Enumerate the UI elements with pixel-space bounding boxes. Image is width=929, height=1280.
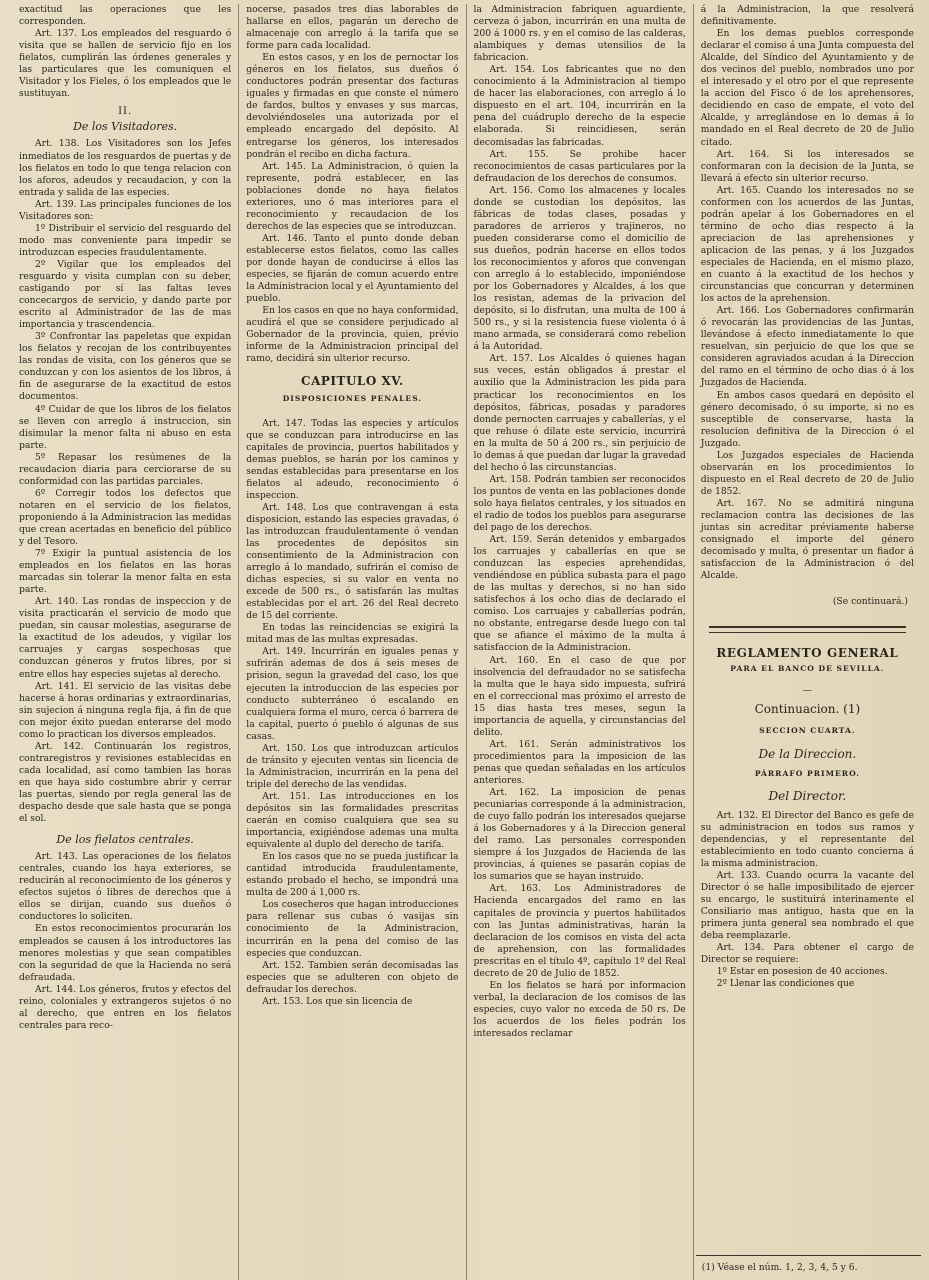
paragraph: la Administracion fabriquen aguardiente, cerveza ó jabon, incurrirán en una multa de 200 á 1000 rs. y en el comiso de las calderas, alambiques y demas utensilios de la fabricacion. [473, 4, 686, 64]
paragraph: nocerse, pasados tres dias laborables de hallarse en ellos, pagarán un derecho de almacenaje con arreglo á la tarifa que se forme para cada localidad. [246, 4, 459, 52]
article-161: Art. 161. Serán administrativos los procedimientos para la imposicion de las penas que quedan señaladas en los artículos anteriores. [473, 738, 686, 786]
footnote-rule [696, 1255, 921, 1256]
divider [709, 632, 906, 633]
footnote: (1) Véase el núm. 1, 2, 3, 4, 5 y 6. [701, 1261, 858, 1273]
list-item: 2º Llenar las condiciones que [716, 978, 855, 990]
director-heading: Del Director. [768, 788, 847, 803]
dash-separator: — [802, 685, 812, 697]
column-3 [467, 4, 694, 1280]
article-153: Art. 153. Los que sin licencia de [262, 995, 413, 1007]
article-137: Art. 137. Los empleados del resguardo ó visita que se hallen de servicio fijo en los fielatos, cumplirán las órdenes generales y las particulares que les comuniquen el Visitador y los Fieles, ó los empleados que le sustituyan. [19, 28, 232, 100]
paragraph: En los demas pueblos corresponde declarar el comiso á una Junta compuesta del Alcalde, del Síndico del Ayuntamiento y de dos vecinos del pueblo, nombrados uno por el interesado y el otro por el que represente la accion del Fisco ó de los aprehensores, decidiendo en caso de empate, el voto del Alcalde, y arreglándose en lo demas á lo mandado en el Real decreto de 20 de Julio citado. [700, 28, 914, 148]
section-number: II. [118, 106, 133, 118]
article-155: Art. 155. Se prohibe hacer reconocimientos de casas particulares por la defraudacion de los derechos de consumos. [473, 148, 686, 184]
article-160: Art. 160. En el caso de que por insolvencia del defraudador no se satisfecha la multa que le haya sido impuesta, sufrirá en el correccional mas próximo el arresto de 15 dias hasta tres meses, segun la importancia de aquella, y circunstancias del delito. [473, 654, 686, 738]
article-148: Art. 148. Los que contravengan á esta disposicion, estando las especies gravadas, ó las introduzcan fraudulentamente ó vendan las procedentes de depósitos sin consentimiento de la Administracion con arreglo á lo mandado, sufrirán el comiso de dichas especies, si su valor en venta no excede de 500 rs., ó satisfarán las multas establecidas por el art. 26 del Real decreto de 15 del corriente. [246, 501, 459, 622]
paragraph: Los cosecheros que hagan introducciones para rellenar sus cubas ó vasijas sin conocimiento de la Administracion, incurrirán en la pena del comiso de las especies que conduzcan. [246, 899, 459, 959]
article-143: Art. 143. Las operaciones de los fielatos centrales, cuando los haya exteriores, se reducirán al reconocimiento de los géneros y efectos sujetos ó libres de derechos que á ellos se dirijan, cuando sus dueños ó conductores lo soliciten. [19, 851, 232, 923]
list-item: 6º Corregir todos los defectos que notaren en el servicio de los fielatos, proponiendo á la Administracion las medidas que crean acertadas en beneficio del público y del Tesoro. [19, 487, 232, 548]
article-134: Art. 134. Para obtener el cargo de Director se requiere: [700, 942, 914, 966]
article-132: Art. 132. El Director del Banco es gefe de su administracion en todos sus ramos y dependencias, y el representante del establecimiento en todo cuanto concierna á la misma administracion. [700, 809, 914, 869]
article-146: Art. 146. Tanto el punto donde deban establecerse estos fielatos, como las calles por donde hayan de conducirse á ellos las especies, se fijarán de comun acuerdo entre la Administracion local y el Ayuntamiento del pueblo. [246, 232, 459, 305]
continued-note: (Se continuará.) [832, 596, 908, 608]
paragraph: En los fielatos se hará por informacion verbal, la declaracion de los comisos de las especies, cuyo valor no exceda de 50 rs. De los acuerdos de los fieles podrán los interesados reclamar [473, 979, 686, 1039]
article-149: Art. 149. Incurrirán en iguales penas y sufrirán ademas de dos á seis meses de prision, segun la gravedad del caso, los que ejecuten la introduccion de las especies por conducto subterráneo ó escalando en cualquiera forma el muro, cerca ó barrera de la capital, puerto ó pueblo ó algunas de sus casas. [246, 646, 459, 742]
list-item: 1º Distribuir el servicio del resguardo del modo mas conveniente para impedir se introduzcan especies fraudulentamente. [19, 222, 232, 258]
section-heading-visitadores: De los Visitadores. [73, 120, 178, 134]
divider [709, 626, 906, 628]
paragraph: En los casos en que no haya conformidad, acudirá el que se considere perjudicado al Gobernador de la provincia, quien, prévio informe de la Administracion principal del ramo, decidirá sin ulterior recurso. [246, 305, 459, 365]
list-item: 7º Exigir la puntual asistencia de los empleados en los fielatos en las horas marcadas sin tolerar la menor falta en esta parte. [19, 548, 232, 596]
article-142: Art. 142. Continuarán los registros, contraregistros y revisiones establecidas en cada localidad, así como tambien las horas en que haya sido costumbre abrir y cerrar las puertas, siendo por regla general las de despacho desde que sale hasta que se ponga el sol. [19, 740, 232, 825]
list-item: 4º Cuidar de que los libros de los fielatos se lleven con arreglo á instruccion, sin disimular la menor falta ni abuso en esta parte. [19, 403, 232, 451]
article-157: Art. 157. Los Alcaldes ó quienes hagan sus veces, están obligados á prestar el auxilio que la Administracion les pida para practicar los reconocimientos en los depósitos, fábricas, posadas y paradores donde pernocten carruajes y caballerías, y el que rehuse ó dilate este servicio, incurrirá en la multa de 50 á 200 rs., sin perjuicio de lo demas á que puedan dar lugar la gravedad del hecho ó las circunstancias. [473, 353, 686, 473]
article-140: Art. 140. Las rondas de inspeccion y de visita practicarán el servicio de modo que puedan, sin causar molestias, asegurarse de la exactitud de los adeudos, y vigilar los carruajes y cargas sospechosas que conduzcan géneros y frutos libres, por si entre ellos hay especies sujetas al derecho. [19, 596, 232, 680]
article-147: Art. 147. Todas las especies y artículos que se conduzcan para introducirse en las capitales de provincia, puertos habilitados y demas pueblos, se harán por los caminos y sendas establecidas para presentarse en los fielatos al adeudo, reconocimiento ó inspeccion. [246, 417, 459, 501]
article-150: Art. 150. Los que introduzcan artículos de tránsito y ejecuten ventas sin licencia de la Administracion, incurrirán en la pena del triple del derecho de las vendidas. [246, 742, 459, 790]
paragraph: En todas las reincidencias se exigirá la mitad mas de las multas expresadas. [246, 622, 459, 646]
article-154: Art. 154. Los fabricantes que no den conocimiento á la Administracion al tiempo de hacer las elaboraciones, con arreglo á lo dispuesto en el art. 104, incurrirán en la pena del cuádruplo derecho de la especie elaborada. Si reincidiesen, serán decomisadas las fabricadas. [473, 64, 686, 148]
column-1 [12, 4, 239, 1280]
paragraph: En los casos que no se pueda justificar la cantidad introducida fraudulentamente, estando probado el hecho, se impondrá una multa de 200 á 1,000 rs. [246, 851, 459, 899]
chapter-heading: CAPITULO XV. [301, 374, 404, 389]
paragraph: En estos casos, y en los de pernoctar los géneros en los fielatos, sus dueños ó conductores podrán presentar dos facturas iguales y firmadas en que conste el número de fardos, bultos y envases y sus marcas, devolviéndoseles una autorizada por el empleado encargado del depósito. Al entregarse los géneros, los interesados pondrán el recibo en dicha factura. [246, 52, 459, 160]
article-144: Art. 144. Los géneros, frutos y efectos del reino, coloniales y extrangeros sujetos ó no al derecho, que entren en los fielatos centrales para reco- [19, 983, 232, 1031]
article-145: Art. 145. La Administracion, ó quien la represente, podrá establecer, en las poblaciones donde no haya fielatos exteriores, uno ó mas interiores para el reconocimiento y recaudacion de los derechos de las especies que se introduzcan. [246, 160, 459, 232]
article-152: Art. 152. Tambien serán decomisadas las especies que se adulteren con objeto de defraudar los derechos. [246, 959, 459, 995]
paragraph: En estos reconocimientos procurarán los empleados se causen á los introductores las menores molestias y que sean compatibles con la seguridad de que la Hacienda no será defraudada. [19, 923, 232, 983]
article-167: Art. 167. No se admitirá ninguna reclamacion contra las decisiones de las juntas sin acreditar préviamente haberse consignado el importe del género decomisado y multa, ó presentar un fiador á satisfaccion de la Administracion ó del Alcalde. [700, 497, 914, 582]
column-4 [694, 4, 921, 1280]
paragraph: Los Juzgados especiales de Hacienda observarán en los procedimientos lo dispuesto en el Real decreto de 20 de Julio de 1852. [700, 449, 914, 497]
article-165: Art. 165. Cuando los interesados no se conformen con los acuerdos de las Juntas, podrán apelar á los Gobernadores en el término de ocho dias respecto á la apreciacion de las aprehensiones y aplicacion de las penas, y á los Juzgados especiales de Hacienda, en el mismo plazo, en cuanto á la exactitud de los hechos y circunstancias que concurran y determinen los actos de la aprehension. [700, 184, 914, 305]
article-141: Art. 141. El servicio de las visitas debe hacerse á horas ordinarias y extraordinarias, sin sujecion á ninguna regla fija, á fin de que con mejor éxito puedan enterarse del modo como lo practican los diversos empleados. [19, 680, 232, 740]
article-163: Art. 163. Los Administradores de Hacienda encargados del ramo en las capitales de provincia y puertos habilitados con las Juntas administrativas, harán la declaracion de los comisos en vista del acta de aprehension, con las formalidades prescritas en el título 4º, capítulo 1º del Real decreto de 20 de Julio de 1852. [473, 883, 686, 979]
regulation-subtitle: PARA EL BANCO DE SEVILLA. [730, 664, 885, 674]
list-item: 2º Vigilar que los empleados del resguardo y visita cumplan con su deber, castigando por sí las faltas leves concecargos de servicio, y dando parte por escrito al Administrador de las de mas importancia y trascendencia. [19, 258, 232, 331]
article-158: Art. 158. Podrán tambien ser reconocidos los puntos de venta en las poblaciones donde solo haya fielatos centrales, y los situados en el radio de todos los pueblos para asegurarse del pago de los derechos. [473, 473, 686, 534]
article-151: Art. 151. Las introducciones en los depósitos sin las formalidades prescritas caerán en comiso cualquiera que sea su importancia, exigiéndose ademas una multa equivalente al duplo del derecho de tarifa. [246, 790, 459, 851]
chapter-subheading: DISPOSICIONES PENALES. [282, 394, 423, 404]
paragraph: á la Administracion, la que resolverá definitivamente. [700, 4, 914, 28]
direccion-heading: De la Direccion. [758, 746, 857, 761]
paragraph: exactitud las operaciones que les corresponden. [19, 4, 232, 28]
list-item: 5º Repasar los resúmenes de la recaudacion diaria para cerciorarse de su conformidad con las partidas parciales. [19, 451, 232, 487]
article-166: Art. 166. Los Gobernadores confirmarán ó revocarán las providencias de las Juntas, llevándose á efecto inmediatamente lo que resuelvan, sin perjuicio de que los que se consideren agraviados acudan á la Direccion del ramo en el término de ocho dias ó á los Juzgados de Hacienda. [700, 305, 914, 389]
section-heading-fielatos: De los fielatos centrales. [56, 833, 194, 847]
article-164: Art. 164. Si los interesados se conformaran con la decision de la Junta, se llevará á efecto sin ulterior recurso. [700, 148, 914, 184]
list-item: 1º Estar en posesion de 40 acciones. [716, 966, 888, 978]
paragraph: En ambos casos quedará en depósito el género decomisado, ó su importe, si no es susceptible de conservarse, hasta la resolucion definitiva de la Direccion ó el Juzgado. [700, 389, 914, 449]
article-162: Art. 162. La imposicion de penas pecuniarias corresponde á la administracion, de cuyo fallo podrán los interesados quejarse á los Gobernadores y á la Direccion general del ramo. Las personales corresponden siempre á los Juzgados de Hacienda de las provincias, á quienes se pasarán copias de los sumarios que se hayan instruido. [473, 787, 686, 883]
article-159: Art. 159. Serán detenidos y embargados los carruajes y caballerías en que se conduzcan las especies aprehendidas, vendiéndose en pública subasta para el pago de las multas y derechos, si no han sido satisfechos á los ocho dias de declarado el comiso. Los carruajes y caballerías podrán, no obstante, entregarse desde luego con tal que se afiance el máximo de la multa á satisfaccion de la Administracion. [473, 534, 686, 654]
paragraph-heading: PÁRRAFO PRIMERO. [754, 768, 860, 778]
continuation-heading: Continuacion. (1) [754, 702, 861, 717]
article-133: Art. 133. Cuando ocurra la vacante del Director ó se halle imposibilitado de ejercer su encargo, le sustituirá interinamente el Consiliario mas antiguo, hasta que en la primera junta general sea nombrado el que deba reemplazarle. [700, 869, 914, 942]
article-138: Art. 138. Los Visitadores son los Jefes inmediatos de los resguardos de puertas y de los fielatos en todo lo que tenga relacion con los aforos, adeudos y recaudacion, y con la entrada y salida de las especies. [19, 138, 232, 198]
column-2 [239, 4, 466, 1280]
article-139: Art. 139. Las principales funciones de los Visitadores son: [19, 198, 232, 222]
section-heading: SECCION CUARTA. [759, 726, 856, 736]
regulation-title: REGLAMENTO GENERAL [716, 646, 899, 661]
article-156: Art. 156. Como los almacenes y locales donde se custodian los depósitos, las fábricas de todas clases, posadas y paradores de arrieros y trajineros, no pueden considerarse como el domicilio de sus dueños, podrán hacerse en ellos todos los reconocimientos y aforos que convengan con arreglo á lo establecido, imponiéndose por los Gobernadores y Alcaldes, á los que los resistan, ademas de la privacion del depósito, si lo disfrutan, una multa de 100 á 500 rs., y si la resistencia fuese violenta ó á mano armada, se considerará como rebelion á la Autoridad. [473, 184, 686, 353]
list-item: 3º Confrontar las papeletas que expidan los fielatos y recojan de los contribuyentes las rondas de visita, con los géneros que se conduzcan y con los asientos de los libros, á fin de asegurarse de la exactitud de estos documentos. [19, 331, 232, 403]
